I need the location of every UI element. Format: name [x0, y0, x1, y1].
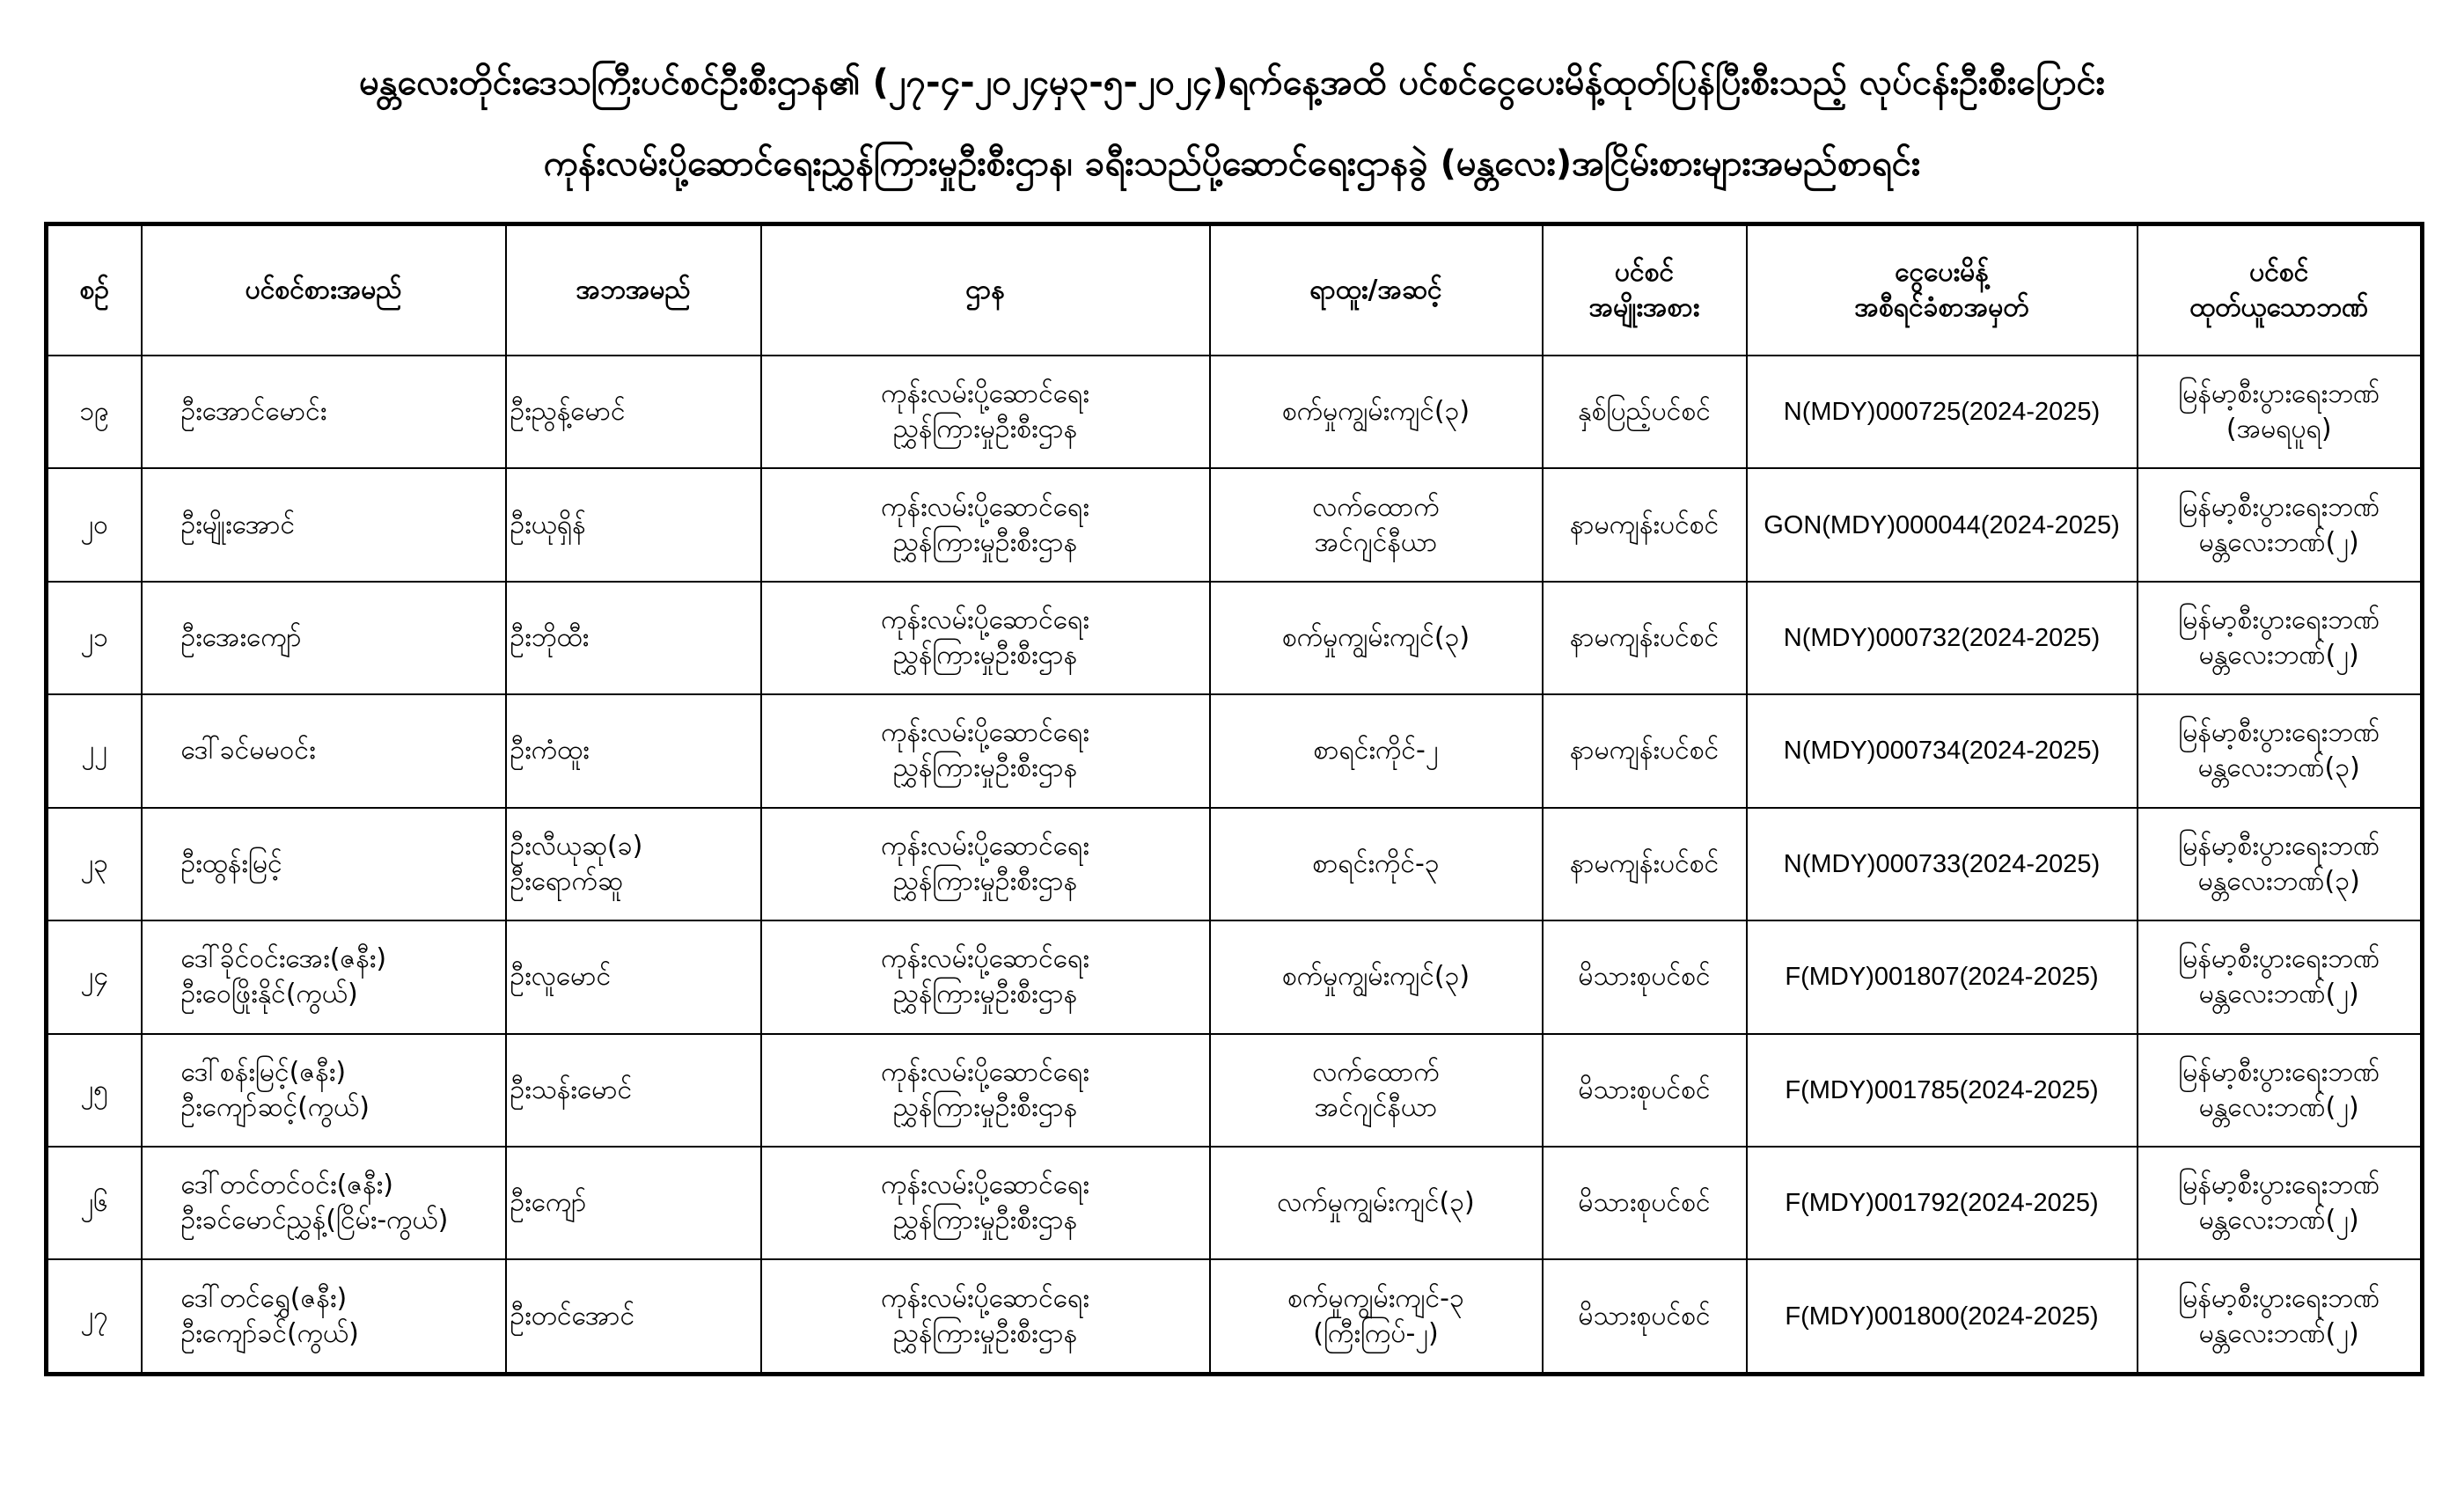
serial-number-cell: ၂၁ — [47, 582, 142, 694]
header-text: ထုတ်ယူသောဘဏ် — [2189, 292, 2369, 323]
department-line: ကုန်းလမ်းပို့ဆောင်ရေး — [881, 830, 1089, 862]
pensioner-name-line: ဦးခင်မောင်ညွှန့်(ငြိမ်း-ကွယ်) — [180, 1205, 449, 1236]
pensioner-name-line: ဦးမျိုးအောင် — [180, 509, 296, 540]
order-number-cell: N(MDY)000725(2024-2025) — [1747, 356, 2138, 468]
header-text: အစီရင်ခံစာအမှတ် — [1854, 292, 2029, 323]
department-cell — [761, 1034, 1210, 1147]
rank-line: စက်မှုကျွမ်းကျင်(၃) — [1281, 622, 1470, 654]
order-number-cell: GON(MDY)000044(2024-2025) — [1747, 468, 2138, 581]
father-name-cell — [506, 582, 761, 694]
bank-cell — [2138, 356, 2423, 468]
table-row — [47, 1147, 2423, 1259]
header-text: ငွေပေးမိန့် — [1895, 257, 1989, 288]
department-line: ညွှန်ကြားမှုဦးစီးဌာန — [892, 865, 1078, 897]
bank-line: မြန်မာ့စီးပွားရေးဘဏ် — [2178, 943, 2380, 975]
department-line: ကုန်းလမ်းပို့ဆောင်ရေး — [881, 717, 1089, 749]
father-name-cell — [506, 920, 761, 1033]
order-number-cell: F(MDY)001792(2024-2025) — [1747, 1147, 2138, 1259]
header-text: အဘအမည် — [576, 275, 691, 305]
col-header-father-name — [506, 224, 761, 356]
father-name-line: ဦးသန်းမောင် — [510, 1074, 633, 1105]
bank-cell — [2138, 694, 2423, 807]
header-text: အမျိုးအစား — [1588, 292, 1700, 323]
rank-line: စက်မှုကျွမ်းကျင်(၃) — [1281, 396, 1470, 428]
header-text: ဌာန — [965, 275, 1005, 305]
bank-line: မန္တလေးဘဏ်(၂) — [2198, 640, 2359, 671]
father-name-line: ဦးတင်အောင် — [510, 1300, 635, 1331]
rank-cell — [1210, 356, 1543, 468]
pensioner-name-cell — [142, 468, 506, 581]
pensioner-name-line: ဦးအေးကျော် — [180, 622, 302, 654]
department-line: ညွှန်ကြားမှုဦးစီးဌာန — [892, 979, 1078, 1010]
pensioner-name-line: ဦးကျော်ဆင့်(ကွယ်) — [180, 1091, 370, 1123]
rank-line: လက်မှုကျွမ်းကျင်(၃) — [1277, 1187, 1475, 1219]
bank-line: မန္တလေးဘဏ်(၂) — [2198, 1317, 2359, 1349]
header-text: ပင်စင် — [2249, 257, 2309, 288]
rank-cell — [1210, 582, 1543, 694]
bank-cell — [2138, 808, 2423, 920]
department-line: ညွှန်ကြားမှုဦးစီးဌာန — [892, 1317, 1078, 1349]
pension-type-cell: မိသားစုပင်စင် — [1543, 1034, 1747, 1147]
pensioner-name-cell — [142, 356, 506, 468]
document-title-line-1: မန္တလေးတိုင်းဒေသကြီးပင်စင်ဦးစီးဌာန၏ (၂၇-၄-၂၀၂၄မှ၃-၅-၂၀၂၄)ရက်နေ့အထိ ပင်စင်ငွေပေးမိန့်ထုတ်ပြန်ပြီးစီးသည့် လုပ်ငန်းဦးစီးပြောင်း — [359, 62, 2105, 103]
father-name-line: ဦးညွန့်မောင် — [510, 396, 626, 428]
father-name-cell — [506, 356, 761, 468]
order-number-cell: N(MDY)000733(2024-2025) — [1747, 808, 2138, 920]
pension-type-cell: နာမကျန်းပင်စင် — [1543, 468, 1747, 581]
order-number-cell: F(MDY)001785(2024-2025) — [1747, 1034, 2138, 1147]
col-header-bank — [2138, 224, 2423, 356]
pensioner-name-cell — [142, 1147, 506, 1259]
order-number-cell: F(MDY)001800(2024-2025) — [1747, 1259, 2138, 1374]
department-cell — [761, 1259, 1210, 1374]
pensioner-name-line: ဒေါ်တင်တင်ဝင်း(ဇနီး) — [180, 1170, 393, 1201]
col-header-serial — [47, 224, 142, 356]
bank-line: မြန်မာ့စီးပွားရေးဘဏ် — [2178, 717, 2380, 749]
father-name-line: ဦးယုရှိန် — [510, 509, 586, 540]
rank-cell — [1210, 694, 1543, 807]
table-header-row — [47, 224, 2423, 356]
pensioner-name-cell — [142, 920, 506, 1033]
rank-cell — [1210, 1147, 1543, 1259]
pensioner-name-line: ဦးထွန်းမြင့် — [180, 847, 282, 879]
rank-line: စာရင်းကိုင်-၂ — [1313, 735, 1439, 766]
bank-line: မြန်မာ့စီးပွားရေးဘဏ် — [2178, 605, 2380, 636]
bank-cell — [2138, 1147, 2423, 1259]
rank-line: စက်မှုကျွမ်းကျင်-၃ — [1287, 1282, 1464, 1314]
department-line: ကုန်းလမ်းပို့ဆောင်ရေး — [881, 605, 1089, 636]
bank-line: မြန်မာ့စီးပွားရေးဘဏ် — [2178, 830, 2380, 862]
department-cell — [761, 356, 1210, 468]
col-header-rank — [1210, 224, 1543, 356]
serial-number-cell: ၂၆ — [47, 1147, 142, 1259]
department-line: ကုန်းလမ်းပို့ဆောင်ရေး — [881, 1282, 1089, 1314]
table-row — [47, 1034, 2423, 1147]
department-line: ကုန်းလမ်းပို့ဆောင်ရေး — [881, 1170, 1089, 1201]
order-number-cell: F(MDY)001807(2024-2025) — [1747, 920, 2138, 1033]
rank-line: အင်ဂျင်နီယာ — [1314, 1091, 1438, 1123]
department-cell — [761, 1147, 1210, 1259]
table-row — [47, 920, 2423, 1033]
department-cell — [761, 468, 1210, 581]
table-row — [47, 356, 2423, 468]
pensioner-name-line: ဦးဝေဖြိုးနိုင်(ကွယ်) — [180, 979, 358, 1010]
serial-number-cell: ၂၂ — [47, 694, 142, 807]
col-header-pension-type — [1543, 224, 1747, 356]
serial-number-cell: ၁၉ — [47, 356, 142, 468]
order-number-cell: N(MDY)000734(2024-2025) — [1747, 694, 2138, 807]
pensioner-name-cell — [142, 582, 506, 694]
father-name-line: ဦးကျော် — [510, 1187, 587, 1219]
bank-cell — [2138, 1034, 2423, 1147]
bank-line: မန္တလေးဘဏ်(၃) — [2197, 865, 2360, 897]
header-text: ရာထူး/အဆင့် — [1309, 275, 1442, 305]
father-name-cell — [506, 1147, 761, 1259]
col-header-department — [761, 224, 1210, 356]
rank-cell — [1210, 920, 1543, 1033]
pensioner-name-cell — [142, 694, 506, 807]
rank-line: စက်မှုကျွမ်းကျင်(၃) — [1281, 961, 1470, 993]
pensioner-name-line: ဒေါ်တင်ရွှေ(ဇနီး) — [180, 1282, 348, 1314]
department-line: ကုန်းလမ်းပို့ဆောင်ရေး — [881, 378, 1089, 410]
rank-cell — [1210, 1034, 1543, 1147]
serial-number-cell: ၂၇ — [47, 1259, 142, 1374]
department-cell — [761, 808, 1210, 920]
table-row — [47, 808, 2423, 920]
bank-cell — [2138, 468, 2423, 581]
pensioner-name-line: ဦးအောင်မောင်း — [180, 396, 327, 428]
pension-type-cell: မိသားစုပင်စင် — [1543, 1259, 1747, 1374]
father-name-line: ဦးလီယုဆု(ခ) — [510, 830, 643, 862]
bank-line: မြန်မာ့စီးပွားရေးဘဏ် — [2178, 1282, 2380, 1314]
table-row — [47, 582, 2423, 694]
rank-line: လက်ထောက် — [1312, 1056, 1440, 1088]
rank-cell — [1210, 1259, 1543, 1374]
bank-line: (အမရပူရ) — [2226, 414, 2332, 445]
father-name-line: ဦးကံထူး — [510, 735, 590, 766]
father-name-line: ဦးလူမောင် — [510, 961, 612, 993]
father-name-line: ဦးရောက်ဆူ — [510, 865, 623, 897]
bank-line: မြန်မာ့စီးပွားရေးဘဏ် — [2178, 378, 2380, 410]
father-name-line: ဦးဘိုထီး — [510, 622, 590, 654]
table-row — [47, 468, 2423, 581]
pension-type-cell: နာမကျန်းပင်စင် — [1543, 582, 1747, 694]
department-line: ညွှန်ကြားမှုဦးစီးဌာန — [892, 752, 1078, 784]
table-body — [47, 356, 2423, 1375]
serial-number-cell: ၂၃ — [47, 808, 142, 920]
bank-line: မြန်မာ့စီးပွားရေးဘဏ် — [2178, 1170, 2380, 1201]
bank-cell — [2138, 920, 2423, 1033]
department-line: ကုန်းလမ်းပို့ဆောင်ရေး — [881, 943, 1089, 975]
header-text: ပင်စင် — [1614, 257, 1675, 288]
rank-line: အင်ဂျင်နီယာ — [1314, 526, 1438, 558]
father-name-cell — [506, 694, 761, 807]
rank-cell — [1210, 468, 1543, 581]
pensioner-name-cell — [142, 808, 506, 920]
department-line: ညွှန်ကြားမှုဦးစီးဌာန — [892, 1205, 1078, 1236]
rank-line: လက်ထောက် — [1312, 491, 1440, 523]
bank-cell — [2138, 582, 2423, 694]
pension-type-cell: နာမကျန်းပင်စင် — [1543, 808, 1747, 920]
col-header-order-number — [1747, 224, 2138, 356]
table-row — [47, 694, 2423, 807]
pension-type-cell: မိသားစုပင်စင် — [1543, 920, 1747, 1033]
father-name-cell — [506, 808, 761, 920]
bank-line: မြန်မာ့စီးပွားရေးဘဏ် — [2178, 1056, 2380, 1088]
bank-line: မြန်မာ့စီးပွားရေးဘဏ် — [2178, 491, 2380, 523]
department-line: ညွှန်ကြားမှုဦးစီးဌာန — [892, 640, 1078, 671]
pensioner-name-line: ဦးကျော်ခင်(ကွယ်) — [180, 1317, 359, 1349]
header-text: ပင်စင်စားအမည် — [245, 275, 402, 305]
department-line: ကုန်းလမ်းပို့ဆောင်ရေး — [881, 491, 1089, 523]
bank-line: မန္တလေးဘဏ်(၂) — [2198, 979, 2359, 1010]
pensioner-name-cell — [142, 1259, 506, 1374]
pension-type-cell: နှစ်ပြည့်ပင်စင် — [1543, 356, 1747, 468]
bank-line: မန္တလေးဘဏ်(၂) — [2198, 1091, 2359, 1123]
department-cell — [761, 694, 1210, 807]
pensioner-name-line: ဒေါ်စန်းမြင့်(ဇနီး) — [180, 1056, 347, 1088]
bank-line: မန္တလေးဘဏ်(၃) — [2197, 752, 2360, 784]
pensioner-name-line: ဒေါ်ခိုင်ဝင်းအေး(ဇနီး) — [180, 943, 387, 975]
pensioner-name-cell — [142, 1034, 506, 1147]
bank-line: မန္တလေးဘဏ်(၂) — [2198, 1205, 2359, 1236]
father-name-cell — [506, 468, 761, 581]
department-line: ကုန်းလမ်းပို့ဆောင်ရေး — [881, 1056, 1089, 1088]
order-number-cell: N(MDY)000732(2024-2025) — [1747, 582, 2138, 694]
bank-cell — [2138, 1259, 2423, 1374]
serial-number-cell: ၂၄ — [47, 920, 142, 1033]
department-cell — [761, 920, 1210, 1033]
department-line: ညွှန်ကြားမှုဦးစီးဌာန — [892, 414, 1078, 445]
department-line: ညွှန်ကြားမှုဦးစီးဌာန — [892, 1091, 1078, 1123]
document-title-line-2: ကုန်းလမ်းပို့ဆောင်ရေးညွှန်ကြားမှုဦးစီးဌာန၊ ခရီးသည်ပို့ဆောင်ရေးဌာနခွဲ (မန္တလေး)အငြိမ်းစားများအမည်စာရင်း — [543, 143, 1921, 184]
rank-cell — [1210, 808, 1543, 920]
bank-line: မန္တလေးဘဏ်(၂) — [2198, 526, 2359, 558]
father-name-cell — [506, 1259, 761, 1374]
table-row — [47, 1259, 2423, 1374]
department-line: ညွှန်ကြားမှုဦးစီးဌာန — [892, 526, 1078, 558]
header-text: စဉ် — [79, 275, 109, 305]
pensioner-table — [44, 222, 2424, 1376]
col-header-pensioner-name — [142, 224, 506, 356]
serial-number-cell: ၂၀ — [47, 468, 142, 581]
department-cell — [761, 582, 1210, 694]
pension-type-cell: နာမကျန်းပင်စင် — [1543, 694, 1747, 807]
serial-number-cell: ၂၅ — [47, 1034, 142, 1147]
rank-line: စာရင်းကိုင်-၃ — [1312, 847, 1440, 879]
pension-type-cell: မိသားစုပင်စင် — [1543, 1147, 1747, 1259]
father-name-cell — [506, 1034, 761, 1147]
rank-line: (ကြီးကြပ်-၂) — [1313, 1317, 1439, 1349]
pensioner-name-line: ဒေါ်ခင်မမဝင်း — [180, 735, 316, 766]
